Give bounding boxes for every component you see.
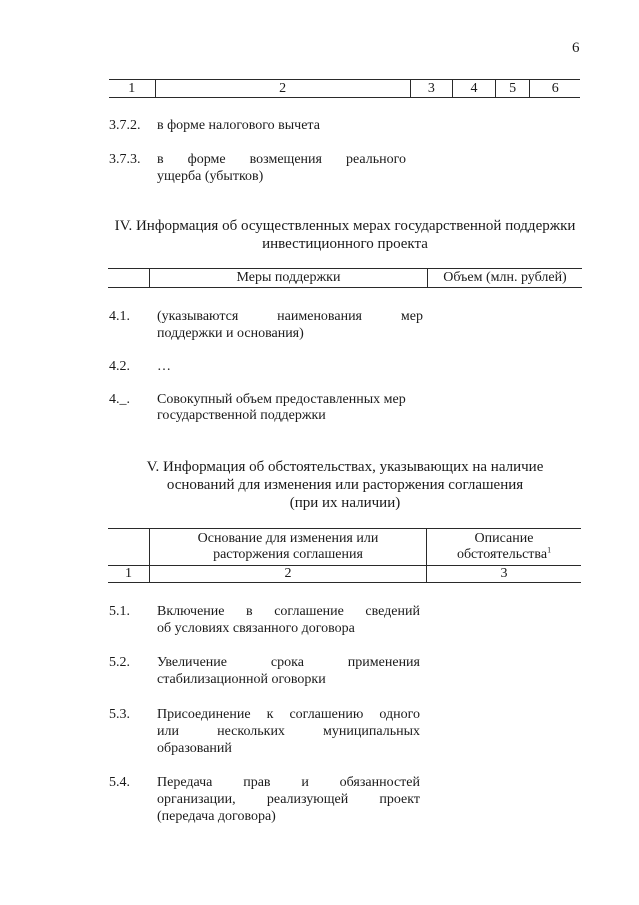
support-measures-table: [108, 268, 582, 288]
table-header-measures: Меры поддержки: [150, 269, 428, 288]
grounds-table: [108, 528, 581, 583]
section-v-title: V. Информация об обстоятельствах, указывающих на наличие: [146, 459, 544, 475]
header-line: Основание для изменения или: [197, 531, 379, 546]
item-text: в форме возмещения реального: [157, 152, 406, 167]
table-cell: 2: [155, 80, 410, 98]
table-row: [109, 80, 580, 98]
item-text: организации, реализующей проект: [157, 792, 420, 807]
table-cell: 6: [530, 80, 580, 98]
section-iv-title: IV. Информация об осуществленных мерах государственной поддержки: [114, 218, 576, 234]
table-row: [108, 269, 582, 288]
item-text: стабилизационной оговорки: [157, 672, 326, 687]
section-iv-title: инвестиционного проекта: [262, 236, 428, 252]
item-text: Увеличение срока применения: [157, 655, 420, 670]
table-cell: [108, 269, 150, 288]
item-text: Совокупный объем предоставленных мер: [157, 392, 406, 407]
table-cell: 2: [150, 566, 427, 583]
item-number: 3.7.3.: [109, 152, 141, 167]
table-cell: 3: [410, 80, 453, 98]
footnote-mark: 1: [547, 545, 552, 555]
header-line: расторжения соглашения: [213, 547, 363, 562]
item-number: 4._.: [109, 392, 130, 407]
item-text: (указываются наименования мер: [157, 309, 423, 324]
item-number: 4.2.: [109, 359, 130, 374]
item-number: 4.1.: [109, 309, 130, 324]
section-v-title: (при их наличии): [289, 495, 401, 511]
item-text: ущерба (убытков): [157, 169, 264, 184]
item-number: 3.7.2.: [109, 118, 141, 133]
header-line: Описание: [474, 531, 534, 546]
item-number: 5.4.: [109, 775, 130, 790]
header-text: обстоятельства: [456, 547, 548, 562]
table-header-volume: Объем (млн. рублей): [428, 269, 583, 288]
table-cell: [108, 529, 150, 566]
item-text: образований: [157, 741, 232, 756]
table-cell: 3: [427, 566, 582, 583]
item-text: …: [157, 359, 171, 374]
table-row: [108, 529, 581, 566]
table-cell: 1: [108, 566, 150, 583]
item-number: 5.2.: [109, 655, 130, 670]
item-number: 5.3.: [109, 707, 130, 722]
table-header-description: [427, 529, 582, 566]
table-header-basis: [150, 529, 427, 566]
item-text: в форме налогового вычета: [157, 118, 320, 133]
table-cell: 5: [495, 80, 530, 98]
page-number: 6: [572, 40, 580, 56]
item-text: Включение в соглашение сведений: [157, 604, 420, 619]
section-v-title: оснований для изменения или расторжения соглашения: [166, 477, 524, 493]
item-text: об условиях связанного договора: [157, 621, 355, 636]
item-text: или нескольких муниципальных: [157, 724, 420, 739]
table-cell: 4: [453, 80, 496, 98]
header-line: [427, 547, 581, 563]
item-text: Передача прав и обязанностей: [157, 775, 420, 790]
table-cell: 1: [109, 80, 155, 98]
item-text: Присоединение к соглашению одного: [157, 707, 420, 722]
item-text: государственной поддержки: [157, 408, 326, 423]
column-numbers-table: [109, 79, 580, 98]
table-row: [108, 566, 581, 583]
item-text: (передача договора): [157, 809, 276, 824]
item-text: поддержки и основания): [157, 326, 304, 341]
item-number: 5.1.: [109, 604, 130, 619]
